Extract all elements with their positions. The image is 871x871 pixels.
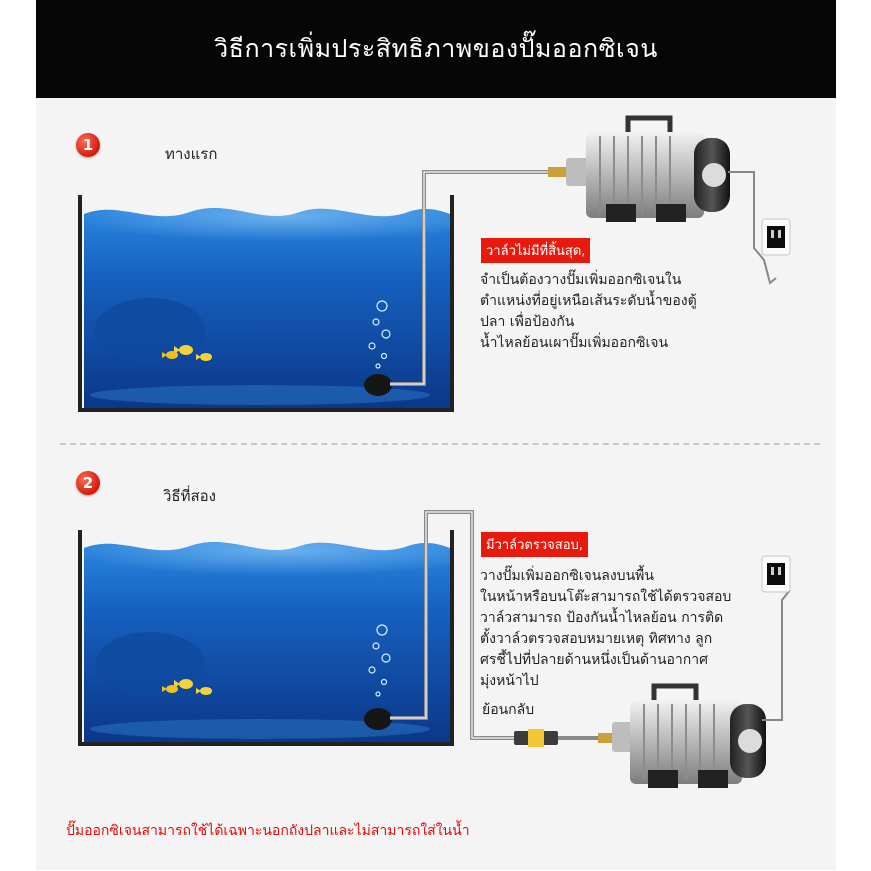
step-1-title: ทางแรก (165, 145, 218, 163)
step-1-description: จำเป็นต้องวางปั๊มเพิ่มออกซิเจนใน ตำแหน่งที่อยู่เหนือเส้นระดับน้ำของตู้ ปลา เพื่อป้องกัน น้ำไหลย้อนเผาปั๊มเพิ่มออกซิเจน (480, 272, 697, 351)
step-2-tag: มีวาล์วตรวจสอบ, (481, 532, 588, 557)
aquarium-tank-2 (80, 512, 516, 744)
air-pump-icon (598, 686, 766, 788)
step-2-description-end: ย้อนกลับ (482, 702, 535, 718)
power-socket-icon (762, 219, 790, 255)
air-stone-icon (364, 708, 392, 730)
step-2-badge: 2 (76, 471, 100, 495)
step-1-badge: 1 (76, 133, 100, 157)
footer-warning: ปั๊มออกซิเจนสามารถใช้ได้เฉพาะนอกถังปลาและไม่สามารถใส่ในน้ำ (66, 823, 470, 839)
page-title: วิธีการเพิ่มประสิทธิภาพของปั๊มออกซิเจน (214, 34, 658, 63)
step-1-tag: วาล์วไม่มีที่สิ้นสุด, (481, 238, 590, 263)
check-valve-icon (514, 729, 600, 747)
step-2-title: วิธีที่สอง (163, 487, 216, 505)
air-stone-icon (364, 374, 392, 396)
section-divider (60, 443, 820, 445)
step-2-description: วางปั๊มเพิ่มออกซิเจนลงบนพื้น ในหน้าหรือบนโต๊ะสามารถใช้ได้ตรวจสอบ วาล์วสามารถ ป้องกันน้ำไหลย้อน การติด ตั้งวาล์วตรวจสอบหมายเหตุ ทิศทาง ลูก ศรชี้ไปที่ปลายด้านหนึ่งเป็นด้านอากาศ มุ่งหน้าไป (480, 568, 732, 689)
air-pump-icon (548, 118, 730, 222)
